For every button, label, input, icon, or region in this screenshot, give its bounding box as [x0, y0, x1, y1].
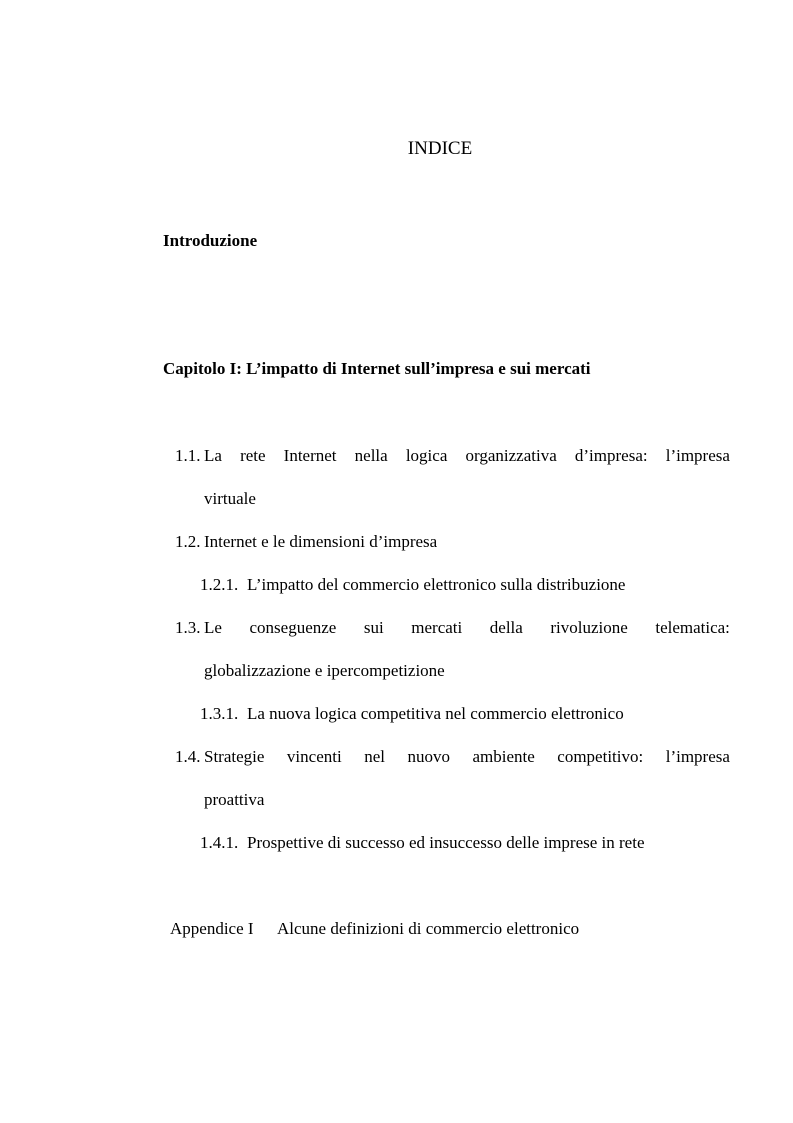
- section-1-3-number: 1.3.: [175, 618, 201, 637]
- section-1-1-line1: [204, 446, 730, 466]
- word: competitivo:: [557, 747, 644, 766]
- word: organizzativa: [465, 446, 557, 465]
- word: Internet: [283, 446, 337, 465]
- word: rete: [240, 446, 266, 465]
- word: nella: [354, 446, 388, 465]
- section-1-3-1-number: 1.3.1.: [200, 704, 239, 723]
- word: nuovo: [407, 747, 450, 766]
- word: sui: [363, 618, 384, 637]
- appendix-title: Alcune definizioni di commercio elettronico: [277, 919, 580, 938]
- section-1-2-number: 1.2.: [175, 532, 201, 551]
- chapter-heading: Capitolo I: L’impatto di Internet sull’impresa e sui mercati: [163, 359, 591, 378]
- word: La: [204, 446, 222, 465]
- introduction-heading: Introduzione: [163, 231, 258, 250]
- word: l’impresa: [665, 747, 730, 766]
- word: nel: [364, 747, 385, 766]
- word: conseguenze: [249, 618, 337, 637]
- word: ambiente: [472, 747, 535, 766]
- word: rivoluzione: [550, 618, 628, 637]
- appendix-label: Appendice I: [170, 919, 254, 938]
- section-1-4-line1: [204, 747, 730, 767]
- word: della: [489, 618, 523, 637]
- section-1-4-1-title: Prospettive di successo ed insuccesso delle imprese in rete: [247, 833, 645, 852]
- section-1-4-line2: proattiva: [204, 790, 265, 809]
- section-1-3-1-title: La nuova logica competitiva nel commercio elettronico: [247, 704, 624, 723]
- word: d’impresa:: [574, 446, 648, 465]
- word: logica: [405, 446, 448, 465]
- word: telematica:: [655, 618, 730, 637]
- word: Le: [204, 618, 222, 637]
- section-1-2-1-title: L’impatto del commercio elettronico sulla distribuzione: [247, 575, 626, 594]
- word: l’impresa: [665, 446, 730, 465]
- page-title: INDICE: [407, 138, 473, 159]
- section-1-4-1-number: 1.4.1.: [200, 833, 239, 852]
- word: Strategie: [204, 747, 265, 766]
- section-1-3-line2: globalizzazione e ipercompetizione: [204, 661, 445, 680]
- section-1-1-number: 1.1.: [175, 446, 201, 465]
- section-1-1-line2: virtuale: [204, 489, 256, 508]
- section-1-2-1-number: 1.2.1.: [200, 575, 239, 594]
- section-1-3-line1: [204, 618, 730, 638]
- section-1-2-title: Internet e le dimensioni d’impresa: [204, 532, 438, 551]
- section-1-4-number: 1.4.: [175, 747, 201, 766]
- word: mercati: [411, 618, 463, 637]
- word: vincenti: [286, 747, 342, 766]
